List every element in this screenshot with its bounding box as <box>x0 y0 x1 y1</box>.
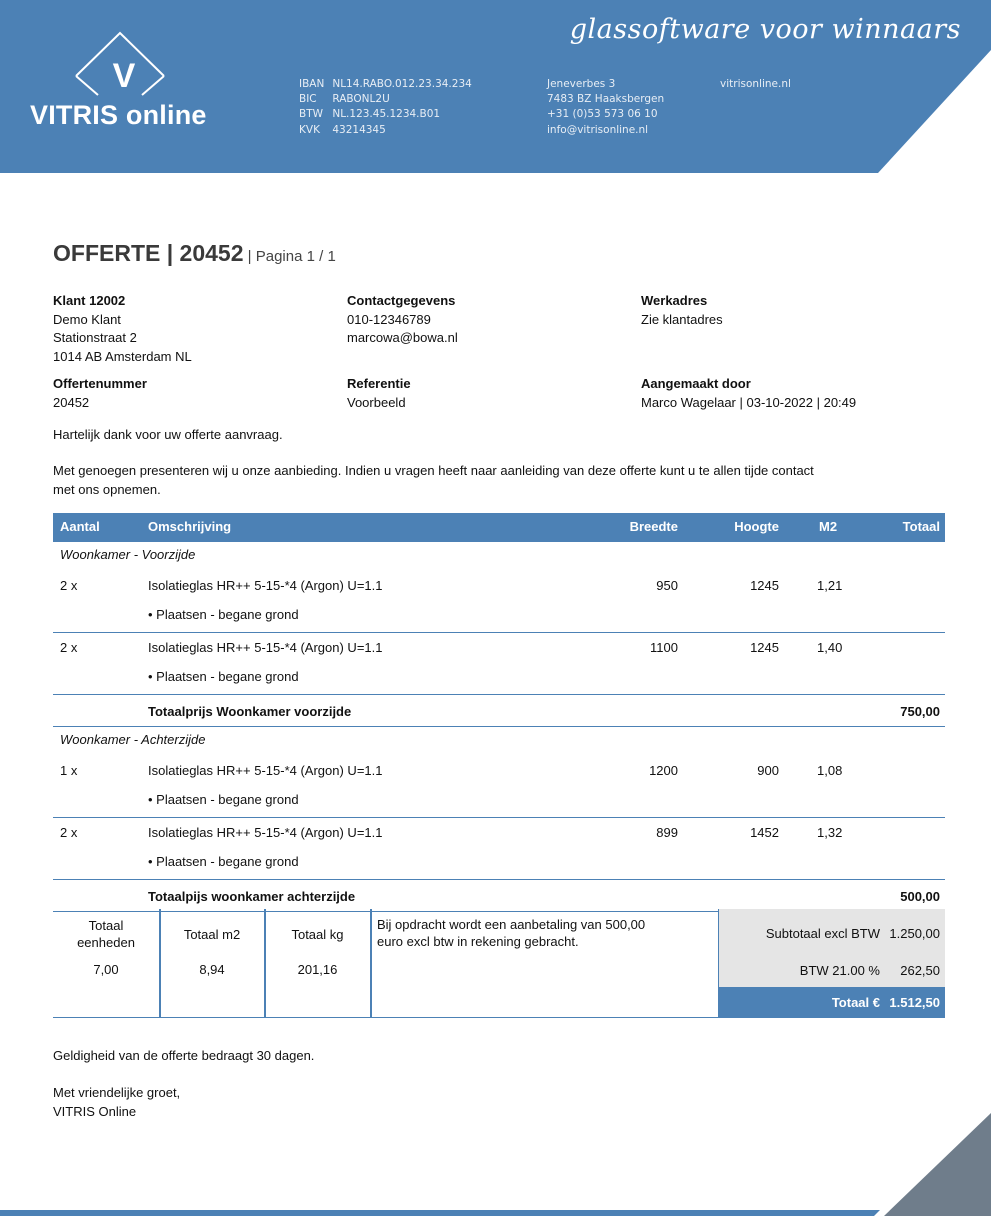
email-address[interactable]: info@vitrisonline.nl <box>547 123 649 136</box>
closing-signature: VITRIS Online <box>53 1103 137 1119</box>
table-header <box>53 513 945 542</box>
created-by-heading: Aangemaakt door <box>641 376 751 391</box>
website-link[interactable]: vitrisonline.nl <box>720 78 791 90</box>
table-row <box>53 818 945 880</box>
bank-details <box>299 77 472 138</box>
header-aantal: Aantal <box>60 519 100 534</box>
summary-kg-value: 201,16 <box>297 962 338 977</box>
work-address-block <box>641 292 723 329</box>
logo-wordmark: VITRIS online <box>30 100 207 130</box>
contact-phone: 010-12346789 <box>347 311 431 327</box>
summary-units-label-line: eenheden <box>77 935 135 950</box>
header-banner <box>0 0 991 173</box>
work-address-heading: Werkadres <box>641 293 708 308</box>
client-line: Stationstraat 2 <box>53 330 137 345</box>
grand-total-label: Totaal € <box>831 995 880 1010</box>
row-width: 950 <box>656 578 678 593</box>
header-m2: M2 <box>819 519 838 534</box>
summary-block <box>53 909 945 1018</box>
section-total-label: Totaalpijs woonkamer achterzijde <box>148 889 356 904</box>
row-description: Isolatieglas HR++ 5-15-*4 (Argon) U=1.1 <box>148 578 383 593</box>
row-description: Isolatieglas HR++ 5-15-*4 (Argon) U=1.1 <box>148 763 383 778</box>
bank-value: 43214345 <box>332 123 386 136</box>
created-by-value: Marco Wagelaar | 03-10-2022 | 20:49 <box>641 394 857 410</box>
row-m2: 1,40 <box>817 640 843 655</box>
closing-block <box>53 1084 180 1121</box>
header-hoogte: Hoogte <box>734 519 779 534</box>
page-indicator: | Pagina 1 / 1 <box>243 248 336 265</box>
row-height: 1245 <box>750 578 779 593</box>
bank-value: NL.123.45.1234.B01 <box>332 108 441 121</box>
contact-block <box>347 292 458 348</box>
tagline: glassoftware voor winnaars <box>569 14 961 45</box>
bank-key: IBAN <box>299 78 325 90</box>
section-name: Woonkamer - Achterzijde <box>60 732 206 747</box>
payment-note-line: Bij opdracht wordt een aanbetaling van 500,00 <box>377 917 646 932</box>
address-line: Jeneverbes 3 <box>547 78 616 90</box>
row-width: 899 <box>656 825 678 840</box>
payment-note <box>377 916 717 950</box>
header-omschrijving: Omschrijving <box>148 519 232 534</box>
contact-email[interactable]: marcowa@bowa.nl <box>347 330 458 345</box>
bank-value: RABONL2U <box>332 93 390 106</box>
contact-heading: Contactgegevens <box>347 293 456 308</box>
intro-line: met ons opnemen. <box>53 481 161 497</box>
summary-m2 <box>160 909 264 1018</box>
summary-units-label-line: Totaal <box>88 918 124 933</box>
intro-line: Met genoegen presenteren wij u onze aanbieding. Indien u vragen heeft naar aanleiding van deze offerte kunt u te allen tijde contact <box>53 463 814 478</box>
row-width: 1200 <box>649 763 678 778</box>
section-title <box>53 727 945 756</box>
subtotal-value: 1.250,00 <box>889 926 940 941</box>
quote-table <box>53 513 945 912</box>
company-logo <box>30 30 230 140</box>
grand-total-bar <box>719 987 945 1018</box>
summary-kg <box>265 909 370 1018</box>
client-line: Demo Klant <box>53 311 121 327</box>
client-block <box>53 292 192 366</box>
row-qty: 2 x <box>60 825 78 840</box>
row-m2: 1,08 <box>817 763 843 778</box>
address-line: 7483 BZ Haaksbergen <box>547 93 665 106</box>
row-description: Isolatieglas HR++ 5-15-*4 (Argon) U=1.1 <box>148 825 383 840</box>
quote-number-value: 20452 <box>53 394 90 410</box>
reference-block <box>347 375 411 412</box>
row-qty: 2 x <box>60 578 78 593</box>
company-address <box>547 77 664 138</box>
row-description: Isolatieglas HR++ 5-15-*4 (Argon) U=1.1 <box>148 640 383 655</box>
summary-m2-value: 8,94 <box>199 962 225 977</box>
validity-text: Geldigheid van de offerte bedraagt 30 dagen. <box>53 1048 315 1063</box>
summary-kg-label: Totaal kg <box>291 927 344 942</box>
table-row <box>53 633 945 695</box>
vat-label: BTW 21.00 % <box>799 963 880 978</box>
quote-number-block <box>53 375 147 412</box>
intro-text: Hartelijk dank voor uw offerte aanvraag. <box>53 427 283 442</box>
quote-number-heading: Offertenummer <box>53 376 147 391</box>
section-total-label: Totaalprijs Woonkamer voorzijde <box>148 704 352 719</box>
client-line: 1014 AB Amsterdam NL <box>53 348 192 364</box>
table-row <box>53 571 945 633</box>
phone-number: +31 (0)53 573 06 10 <box>547 108 658 121</box>
closing-greeting: Met vriendelijke groet, <box>53 1085 181 1100</box>
page-title <box>53 240 336 267</box>
reference-value: Voorbeeld <box>347 394 406 410</box>
row-height: 1245 <box>750 640 779 655</box>
bank-key: BTW <box>299 108 323 121</box>
intro-paragraph <box>53 462 814 499</box>
subtotal-label: Subtotaal excl BTW <box>765 926 880 941</box>
header-breedte: Breedte <box>629 519 678 534</box>
quote-title: OFFERTE | 20452 <box>53 240 244 266</box>
row-service: • Plaatsen - begane grond <box>148 854 299 869</box>
row-width: 1100 <box>650 640 678 655</box>
summary-divider <box>370 909 372 1018</box>
company-website[interactable] <box>720 77 791 92</box>
row-qty: 2 x <box>60 640 78 655</box>
row-qty: 1 x <box>60 763 78 778</box>
summary-m2-label: Totaal m2 <box>183 927 241 942</box>
row-height: 1452 <box>750 825 779 840</box>
payment-note-line: euro excl btw in rekening gebracht. <box>377 934 579 949</box>
summary-units-label <box>53 917 159 951</box>
reference-heading: Referentie <box>347 376 411 391</box>
row-service: • Plaatsen - begane grond <box>148 792 299 807</box>
vat-value: 262,50 <box>900 963 940 978</box>
section-total-row <box>53 880 945 912</box>
bank-key: BIC <box>299 93 317 106</box>
header-totaal: Totaal <box>902 519 940 534</box>
totals-panel <box>719 909 945 987</box>
grand-total-value: 1.512,50 <box>889 995 940 1010</box>
section-title <box>53 542 945 571</box>
section-total-value: 750,00 <box>900 704 940 719</box>
summary-units-value: 7,00 <box>93 962 119 977</box>
section-name: Woonkamer - Voorzijde <box>60 547 196 562</box>
row-service: • Plaatsen - begane grond <box>148 669 299 684</box>
row-height: 900 <box>757 763 779 778</box>
row-service: • Plaatsen - begane grond <box>148 607 299 622</box>
row-m2: 1,21 <box>817 578 843 593</box>
section-total-value: 500,00 <box>900 889 940 904</box>
work-address-line: Zie klantadres <box>641 311 723 327</box>
bank-key: KVK <box>299 123 320 136</box>
table-row <box>53 756 945 818</box>
logo-letter: V <box>112 57 136 95</box>
row-m2: 1,32 <box>817 825 843 840</box>
bank-value: NL14.RABO.012.23.34.234 <box>332 78 472 90</box>
created-by-block <box>641 375 856 412</box>
summary-units <box>53 909 159 1018</box>
client-heading: Klant 12002 <box>53 293 126 308</box>
section-total-row <box>53 695 945 727</box>
